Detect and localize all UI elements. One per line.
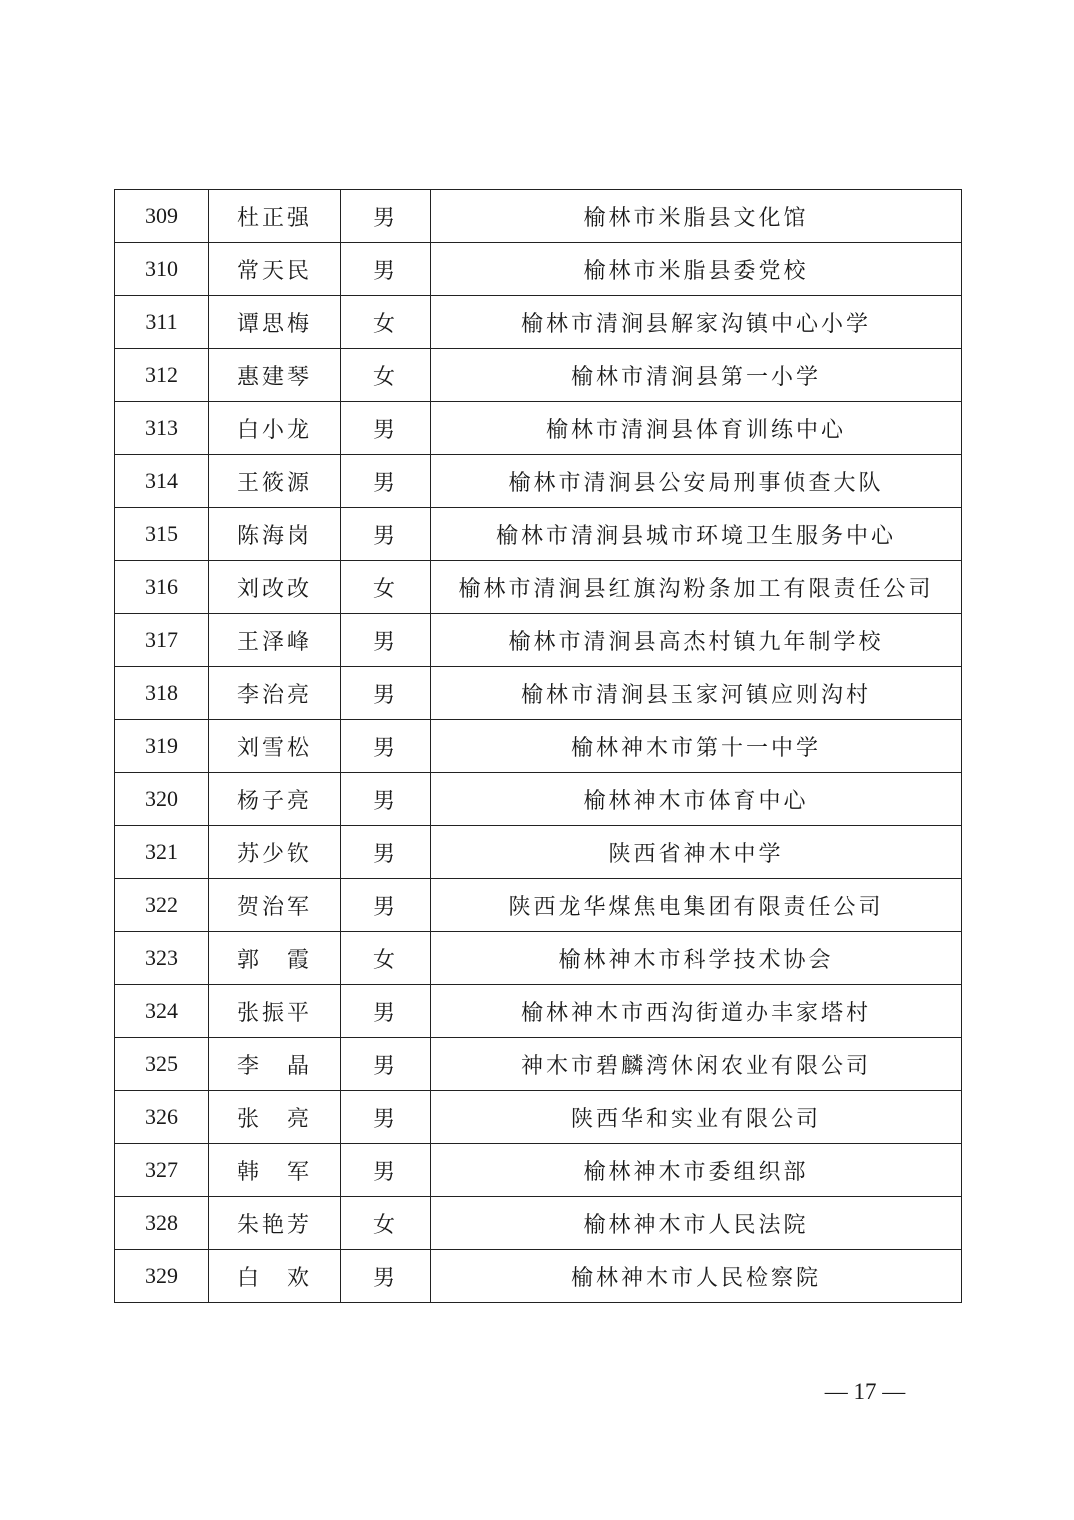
table-row bbox=[115, 455, 962, 508]
organization-cell: 榆林神木市第十一中学 bbox=[431, 720, 962, 773]
name-cell: 谭思梅 bbox=[209, 296, 341, 349]
name-cell: 郭 霞 bbox=[209, 932, 341, 985]
organization-cell: 陕西龙华煤焦电集团有限责任公司 bbox=[431, 879, 962, 932]
row-number-cell: 327 bbox=[115, 1144, 209, 1197]
gender-cell: 男 bbox=[341, 508, 431, 561]
row-number-cell: 309 bbox=[115, 190, 209, 243]
organization-cell: 榆林市清涧县城市环境卫生服务中心 bbox=[431, 508, 962, 561]
name-cell: 白小龙 bbox=[209, 402, 341, 455]
organization-cell: 榆林市清涧县高杰村镇九年制学校 bbox=[431, 614, 962, 667]
name-cell: 贺治军 bbox=[209, 879, 341, 932]
gender-cell: 男 bbox=[341, 985, 431, 1038]
gender-cell: 男 bbox=[341, 455, 431, 508]
organization-cell: 榆林市清涧县第一小学 bbox=[431, 349, 962, 402]
organization-cell: 榆林神木市人民检察院 bbox=[431, 1250, 962, 1303]
row-number-cell: 324 bbox=[115, 985, 209, 1038]
gender-cell: 男 bbox=[341, 402, 431, 455]
table-row bbox=[115, 1197, 962, 1250]
row-number-cell: 314 bbox=[115, 455, 209, 508]
table-row bbox=[115, 1144, 962, 1197]
table-row bbox=[115, 773, 962, 826]
table-row bbox=[115, 667, 962, 720]
organization-cell: 榆林神木市科学技术协会 bbox=[431, 932, 962, 985]
row-number-cell: 329 bbox=[115, 1250, 209, 1303]
row-number-cell: 319 bbox=[115, 720, 209, 773]
name-cell: 李治亮 bbox=[209, 667, 341, 720]
organization-cell: 神木市碧麟湾休闲农业有限公司 bbox=[431, 1038, 962, 1091]
row-number-cell: 320 bbox=[115, 773, 209, 826]
gender-cell: 男 bbox=[341, 1250, 431, 1303]
gender-cell: 男 bbox=[341, 1038, 431, 1091]
name-cell: 李 晶 bbox=[209, 1038, 341, 1091]
table-row bbox=[115, 402, 962, 455]
organization-cell: 榆林神木市西沟街道办丰家塔村 bbox=[431, 985, 962, 1038]
gender-cell: 男 bbox=[341, 826, 431, 879]
table-row bbox=[115, 1250, 962, 1303]
row-number-cell: 328 bbox=[115, 1197, 209, 1250]
table-row bbox=[115, 985, 962, 1038]
name-cell: 常天民 bbox=[209, 243, 341, 296]
name-cell: 张 亮 bbox=[209, 1091, 341, 1144]
table-row bbox=[115, 296, 962, 349]
gender-cell: 女 bbox=[341, 561, 431, 614]
gender-cell: 男 bbox=[341, 243, 431, 296]
name-cell: 韩 军 bbox=[209, 1144, 341, 1197]
organization-cell: 陕西省神木中学 bbox=[431, 826, 962, 879]
organization-cell: 榆林市清涧县解家沟镇中心小学 bbox=[431, 296, 962, 349]
row-number-cell: 312 bbox=[115, 349, 209, 402]
name-cell: 杨子亮 bbox=[209, 773, 341, 826]
name-cell: 王泽峰 bbox=[209, 614, 341, 667]
gender-cell: 男 bbox=[341, 667, 431, 720]
table-row bbox=[115, 243, 962, 296]
name-cell: 刘雪松 bbox=[209, 720, 341, 773]
organization-cell: 榆林神木市委组织部 bbox=[431, 1144, 962, 1197]
gender-cell: 男 bbox=[341, 879, 431, 932]
name-cell: 刘改改 bbox=[209, 561, 341, 614]
table-row bbox=[115, 932, 962, 985]
name-cell: 王筱源 bbox=[209, 455, 341, 508]
organization-cell: 榆林神木市人民法院 bbox=[431, 1197, 962, 1250]
gender-cell: 女 bbox=[341, 932, 431, 985]
gender-cell: 男 bbox=[341, 614, 431, 667]
table-row bbox=[115, 826, 962, 879]
row-number-cell: 321 bbox=[115, 826, 209, 879]
row-number-cell: 316 bbox=[115, 561, 209, 614]
table-row bbox=[115, 1091, 962, 1144]
gender-cell: 男 bbox=[341, 773, 431, 826]
row-number-cell: 325 bbox=[115, 1038, 209, 1091]
row-number-cell: 315 bbox=[115, 508, 209, 561]
gender-cell: 男 bbox=[341, 190, 431, 243]
name-cell: 杜正强 bbox=[209, 190, 341, 243]
name-cell: 朱艳芳 bbox=[209, 1197, 341, 1250]
organization-cell: 陕西华和实业有限公司 bbox=[431, 1091, 962, 1144]
row-number-cell: 310 bbox=[115, 243, 209, 296]
table-row bbox=[115, 349, 962, 402]
row-number-cell: 317 bbox=[115, 614, 209, 667]
table-row bbox=[115, 720, 962, 773]
gender-cell: 男 bbox=[341, 720, 431, 773]
gender-cell: 女 bbox=[341, 1197, 431, 1250]
gender-cell: 女 bbox=[341, 349, 431, 402]
organization-cell: 榆林市清涧县红旗沟粉条加工有限责任公司 bbox=[431, 561, 962, 614]
name-cell: 白 欢 bbox=[209, 1250, 341, 1303]
name-cell: 苏少钦 bbox=[209, 826, 341, 879]
page-number: — 17 — bbox=[824, 1379, 906, 1404]
table-row bbox=[115, 561, 962, 614]
table-row bbox=[115, 879, 962, 932]
row-number-cell: 318 bbox=[115, 667, 209, 720]
table-row bbox=[115, 190, 962, 243]
name-cell: 惠建琴 bbox=[209, 349, 341, 402]
organization-cell: 榆林市清涧县公安局刑事侦查大队 bbox=[431, 455, 962, 508]
row-number-cell: 311 bbox=[115, 296, 209, 349]
row-number-cell: 326 bbox=[115, 1091, 209, 1144]
table-row bbox=[115, 508, 962, 561]
name-cell: 张振平 bbox=[209, 985, 341, 1038]
gender-cell: 男 bbox=[341, 1144, 431, 1197]
row-number-cell: 323 bbox=[115, 932, 209, 985]
table-row bbox=[115, 1038, 962, 1091]
gender-cell: 男 bbox=[341, 1091, 431, 1144]
organization-cell: 榆林市米脂县委党校 bbox=[431, 243, 962, 296]
row-number-cell: 322 bbox=[115, 879, 209, 932]
row-number-cell: 313 bbox=[115, 402, 209, 455]
roster-table-body bbox=[115, 190, 962, 1303]
organization-cell: 榆林市清涧县体育训练中心 bbox=[431, 402, 962, 455]
organization-cell: 榆林市清涧县玉家河镇应则沟村 bbox=[431, 667, 962, 720]
organization-cell: 榆林神木市体育中心 bbox=[431, 773, 962, 826]
organization-cell: 榆林市米脂县文化馆 bbox=[431, 190, 962, 243]
gender-cell: 女 bbox=[341, 296, 431, 349]
table-row bbox=[115, 614, 962, 667]
roster-table bbox=[114, 189, 962, 1303]
name-cell: 陈海岗 bbox=[209, 508, 341, 561]
